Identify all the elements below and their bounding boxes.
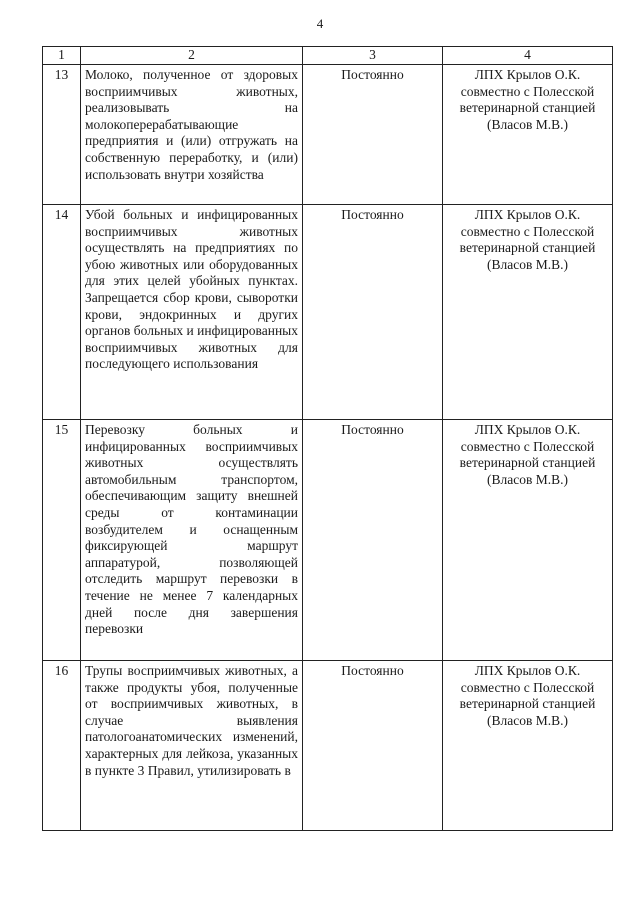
measure-term: Постоянно (303, 65, 443, 205)
row-number: 15 (43, 420, 81, 661)
measure-term: Постоянно (303, 661, 443, 831)
column-header-2: 2 (81, 47, 303, 65)
column-header-3: 3 (303, 47, 443, 65)
table-row (43, 65, 613, 205)
row-number: 13 (43, 65, 81, 205)
measure-responsible: ЛПХ Крылов О.К. совместно с Полесской ветеринарной станцией (Власов М.В.) (443, 420, 613, 661)
measures-table (42, 46, 613, 831)
table-row (43, 661, 613, 831)
measure-term: Постоянно (303, 420, 443, 661)
table-row (43, 420, 613, 661)
page-number: 4 (316, 16, 324, 31)
measure-text: Перевозку больных и инфицированных восприимчивых животных осуществлять автомобильным транспортом, обеспечивающим защиту внешней среды от контаминации возбудителем и оснащенным фиксирующей маршрут аппаратурой, позволяющей отследить маршрут перевозки в течение не менее 7 календарных дней после дня завершения перевозки (81, 420, 303, 661)
measure-responsible: ЛПХ Крылов О.К. совместно с Полесской ветеринарной станцией (Власов М.В.) (443, 65, 613, 205)
row-number: 16 (43, 661, 81, 831)
column-header-4: 4 (443, 47, 613, 65)
table-header-row (43, 47, 613, 65)
column-header-1: 1 (43, 47, 81, 65)
measure-text: Убой больных и инфицированных восприимчивых животных осуществлять на предприятиях по убою животных или оборудованных для этих целей убойных пунктах. Запрещается сбор крови, сыворотки крови, эндокринных и других органов больных и инфицированных восприимчивых животных для последующего использования (81, 205, 303, 420)
measure-responsible: ЛПХ Крылов О.К. совместно с Полесской ветеринарной станцией (Власов М.В.) (443, 661, 613, 831)
table-row (43, 205, 613, 420)
measure-responsible: ЛПХ Крылов О.К. совместно с Полесской ветеринарной станцией (Власов М.В.) (443, 205, 613, 420)
measure-term: Постоянно (303, 205, 443, 420)
row-number: 14 (43, 205, 81, 420)
measure-text: Молоко, полученное от здоровых восприимчивых животных, реализовывать на молокоперерабатывающие предприятия и (или) отгружать на собственную переработку, и (или) использовать внутри хозяйства (81, 65, 303, 205)
measure-text: Трупы восприимчивых животных, а также продукты убоя, полученные от восприимчивых животных, в случае выявления патологоанатомических изменений, характерных для лейкоза, указанных в пункте 3 Правил, утилизировать в (81, 661, 303, 831)
